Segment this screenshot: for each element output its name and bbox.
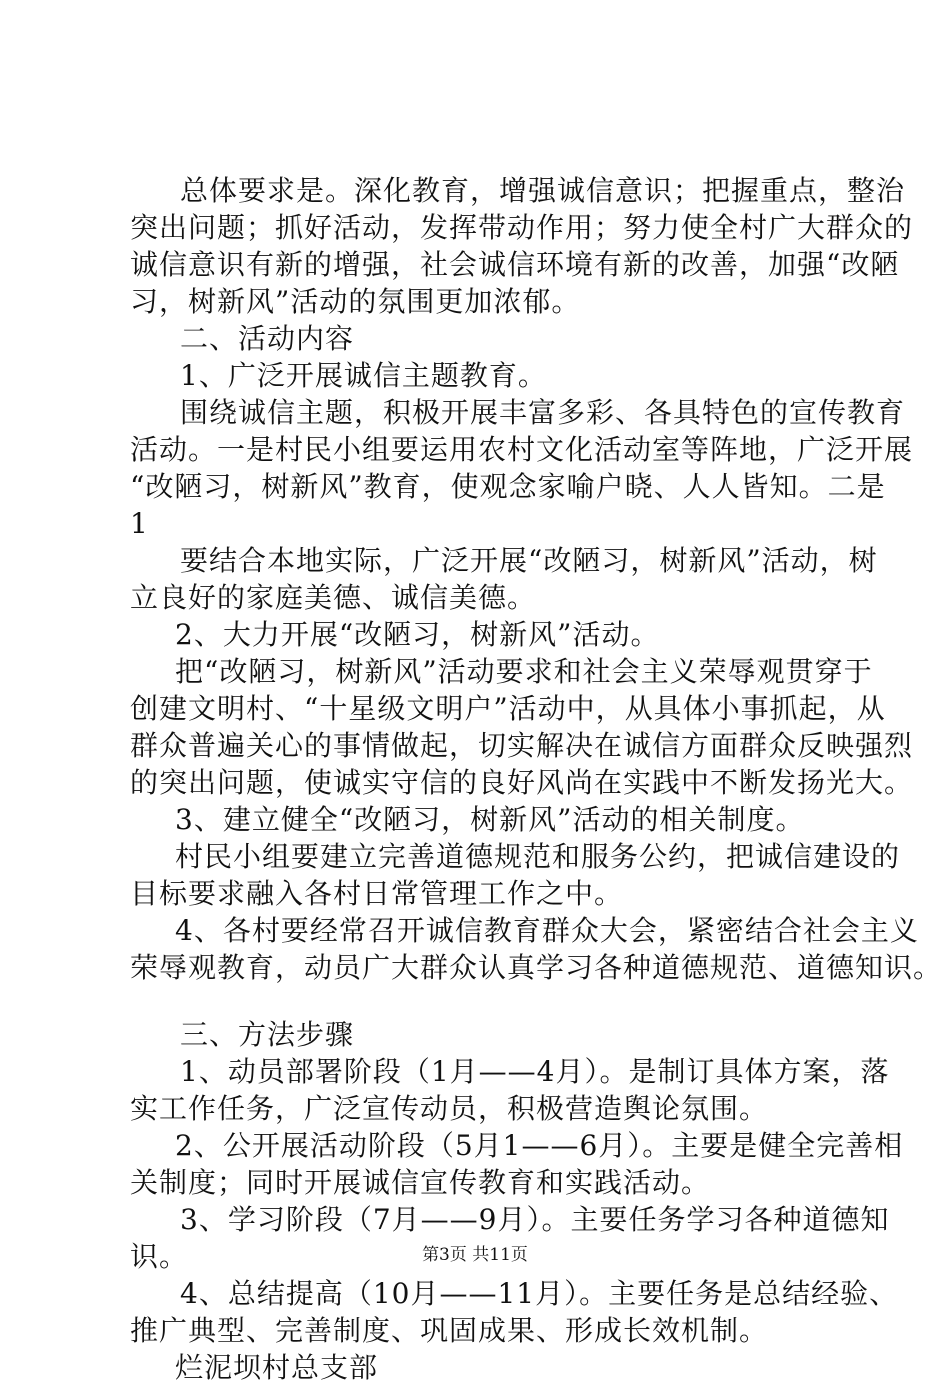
signature-line: 烂泥坝村总支部	[175, 1351, 379, 1384]
text-line: 1、动员部署阶段（1月——4月）。是制订具体方案，落	[180, 1055, 890, 1088]
subsection-heading: 1、广泛开展诚信主题教育。	[180, 359, 547, 392]
text-line: 把“改陋习，树新风”活动要求和社会主义荣辱观贯穿于	[175, 655, 873, 688]
text-line: 实工作任务，广泛宣传动员，积极营造舆论氛围。	[130, 1092, 769, 1125]
text-line: 4、各村要经常召开诚信教育群众大会，紧密结合社会主义	[175, 914, 919, 947]
text-line: 4、总结提高（10月——11月）。主要任务是总结经验、	[180, 1277, 899, 1310]
text-line: 3、学习阶段（7月——9月）。主要任务学习各种道德知	[180, 1203, 890, 1236]
text-line: 总体要求是。深化教育，增强诚信意识；把握重点，整治	[180, 174, 906, 207]
text-line: 立良好的家庭美德、诚信美德。	[130, 581, 537, 614]
section-heading: 二、活动内容	[180, 322, 355, 355]
page-footer: 第3页 共11页	[422, 1245, 528, 1265]
document-body	[130, 172, 943, 1386]
text-line: 推广典型、完善制度、巩固成果、形成长效机制。	[130, 1314, 769, 1347]
section-heading: 三、方法步骤	[180, 1018, 355, 1051]
text-line: 村民小组要建立完善道德规范和服务公约，把诚信建设的	[175, 840, 901, 873]
subsection-heading: 3、建立健全“改陋习，树新风”活动的相关制度。	[175, 803, 805, 836]
text-line: 要结合本地实际，广泛开展“改陋习，树新风”活动，树	[180, 544, 878, 577]
text-line: 创建文明村、“十星级文明户”活动中，从具体小事抓起，从	[130, 692, 886, 725]
text-line: 荣辱观教育，动员广大群众认真学习各种道德规范、道德知识。	[130, 951, 943, 984]
text-line: “改陋习，树新风”教育，使观念家喻户晓、人人皆知。二是	[130, 470, 886, 503]
text-line: 突出问题；抓好活动，发挥带动作用；努力使全村广大群众的	[130, 211, 914, 244]
text-line: 活动。一是村民小组要运用农村文化活动室等阵地，广泛开展	[130, 433, 914, 466]
text-line: 群众普遍关心的事情做起，切实解决在诚信方面群众反映强烈	[130, 729, 914, 762]
text-line: 的突出问题，使诚实守信的良好风尚在实践中不断发扬光大。	[130, 766, 914, 799]
text-line: 目标要求融入各村日常管理工作之中。	[130, 877, 624, 910]
text-line: 习，树新风”活动的氛围更加浓郁。	[130, 285, 581, 318]
text-line: 识。	[130, 1240, 189, 1273]
paragraph-gap	[130, 986, 835, 1016]
text-line: 诚信意识有新的增强，社会诚信环境有新的改善，加强“改陋	[130, 248, 900, 281]
subsection-heading: 2、大力开展“改陋习，树新风”活动。	[175, 618, 660, 651]
text-line: 2、公开展活动阶段（5月1——6月）。主要是健全完善相	[175, 1129, 904, 1162]
text-line: 围绕诚信主题，积极开展丰富多彩、各具特色的宣传教育	[180, 396, 906, 429]
stray-page-number: 1	[130, 507, 149, 540]
text-line: 关制度；同时开展诚信宣传教育和实践活动。	[130, 1166, 711, 1199]
